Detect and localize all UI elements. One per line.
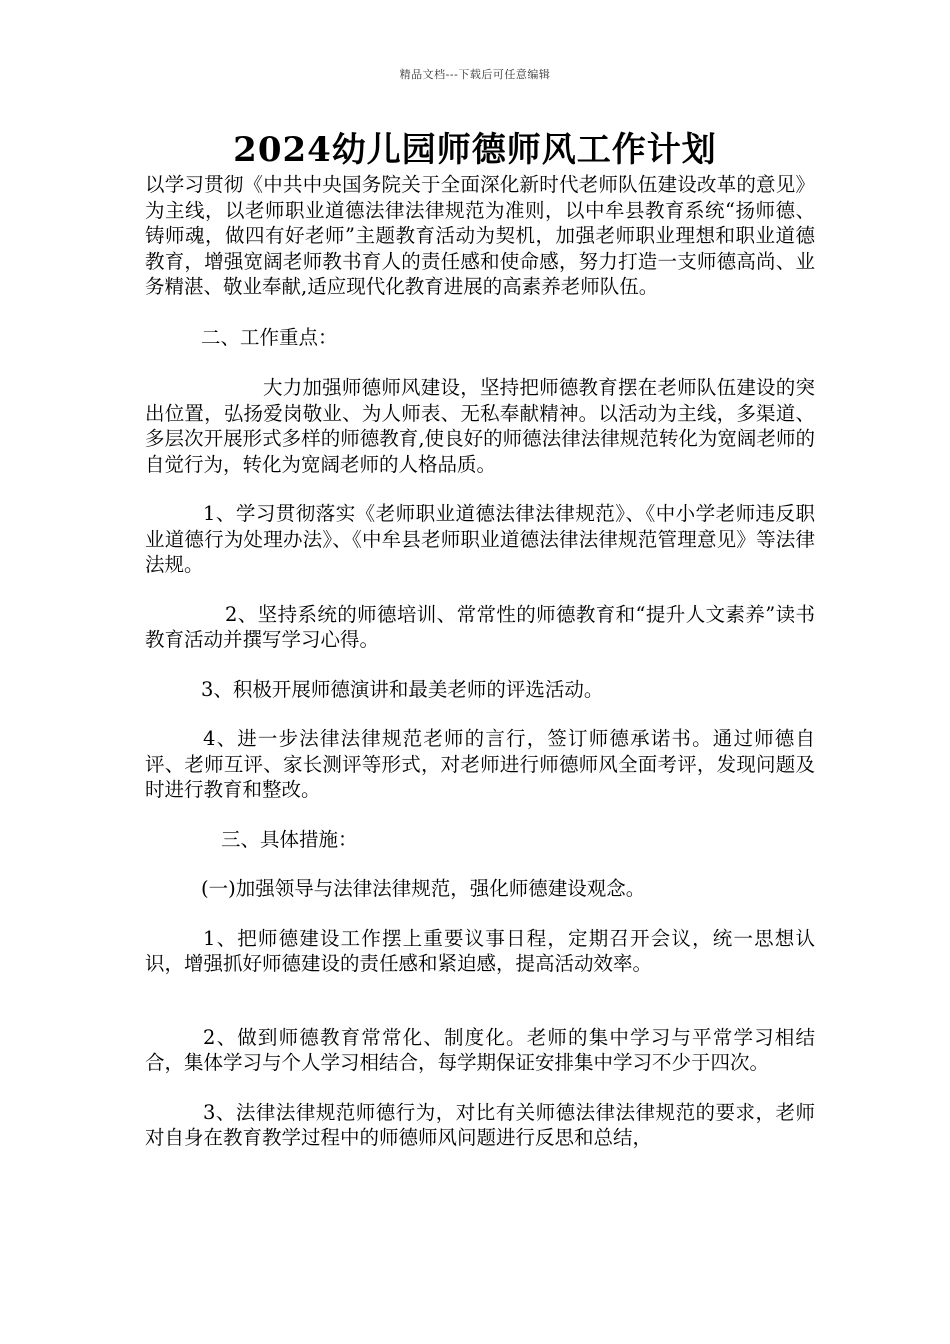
- paragraph-intro: 以学习贯彻《中共中央国务院关于全面深化新时代老师队伍建设改革的意见》为主线，以老师职业道德法律法律规范为准则，以中牟县教育系统“扬师德、铸师魂，做四有好老师”主题教育活动为契机，加强老师职业理想和职业道德教育，增强宽阔老师教书育人的责任感和使命感，努力打造一支师德高尚、业务精湛、敬业奉献,适应现代化教育进展的高素养老师队伍。: [145, 173, 815, 298]
- document-body: [145, 172, 815, 1151]
- list-item-focus-4: 4、进一步法律法律规范老师的言行，签订师德承诺书。通过师德自评、老师互评、家长测评等形式，对老师进行师德师风全面考评，发现问题及时进行教育和整改。: [145, 727, 815, 801]
- paragraph-focus-body: 大力加强师德师风建设，坚持把师德教育摆在老师队伍建设的突出位置，弘扬爱岗敬业、为人师表、无私奉献精神。以活动为主线，多渠道、多层次开展形式多样的师德教育,使良好的师德法律法律规范转化为宽阔老师的自觉行为，转化为宽阔老师的人格品质。: [145, 376, 815, 476]
- list-item-measure-1: 1、把师德建设工作摆上重要议事日程，定期召开会议，统一思想认识，增强抓好师德建设的责任感和紧迫感，提高活动效率。: [145, 926, 815, 975]
- list-item-focus-1: 1、学习贯彻落实《老师职业道德法律法律规范》、《中小学老师违反职业道德行为处理办法》、《中牟县老师职业道德法律法律规范管理意见》等法律法规。: [145, 502, 815, 576]
- list-item-measure-2: 2、做到师德教育常常化、制度化。老师的集中学习与平常学习相结合，集体学习与个人学习相结合，每学期保证安排集中学习不少于四次。: [145, 1025, 815, 1074]
- list-item-measure-3: 3、法律法律规范师德行为，对比有关师德法律法律规范的要求，老师对自身在教育教学过程中的师德师风问题进行反思和总结，: [145, 1100, 815, 1149]
- document-title: 2024幼儿园师德师风工作计划: [233, 130, 717, 170]
- heading-measures: 三、具体措施：: [221, 827, 358, 851]
- heading-work-focus: 二、工作重点：: [201, 325, 338, 349]
- subheading-measures-1: (一)加强领导与法律法律规范，强化师德建设观念。: [201, 877, 646, 900]
- header-note: 精品文档---下载后可任意编辑: [399, 68, 551, 81]
- list-item-focus-3: 3、积极开展师德演讲和最美老师的评选活动。: [201, 677, 604, 701]
- list-item-focus-2: 2、坚持系统的师德培训、常常性的师德教育和“提升人文素养”读书教育活动并撰写学习心得。: [145, 602, 815, 651]
